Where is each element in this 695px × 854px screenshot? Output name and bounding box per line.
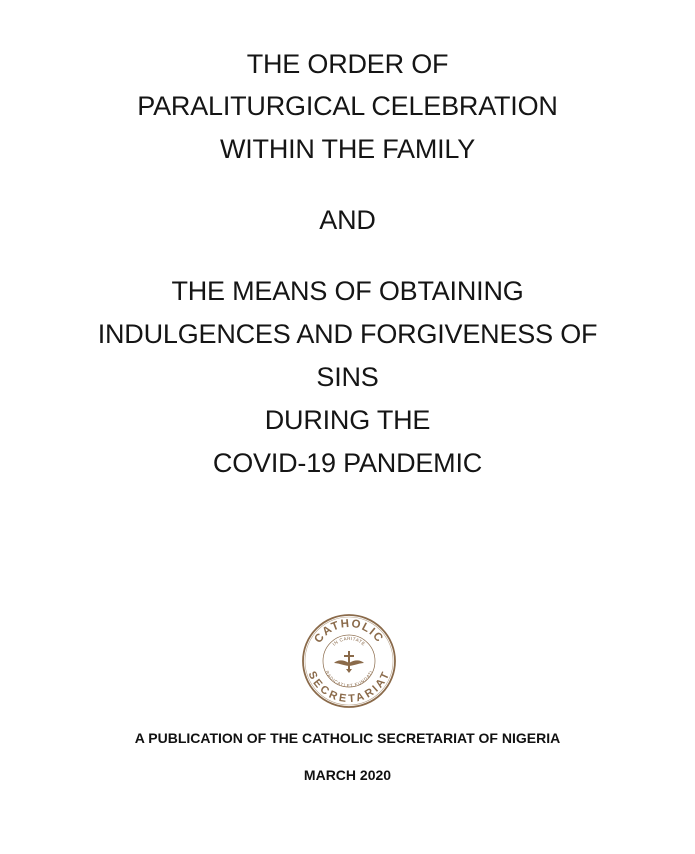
catholic-secretariat-seal xyxy=(301,613,397,709)
subtitle-line-5: COVID-19 PANDEMIC xyxy=(212,448,483,478)
title-line-1: THE ORDER OF xyxy=(246,49,449,79)
publisher-line: A PUBLICATION OF THE CATHOLIC SECRETARIAT OF NIGERIA xyxy=(134,730,561,746)
seal-inner-top-text: IN CARITATE xyxy=(331,635,367,647)
seal-inner-bottom-text: RADICATI ET FUNDATI xyxy=(324,669,374,689)
title-line-2: PARALITURGICAL CELEBRATION xyxy=(137,91,558,121)
seal-top-text: CATHOLIC xyxy=(312,617,386,646)
subtitle-line-4: DURING THE xyxy=(264,405,431,435)
seal-bottom-text: SECRETARIAT xyxy=(305,669,393,706)
subtitle-line-3: SINS xyxy=(316,362,379,392)
date-line: MARCH 2020 xyxy=(303,767,392,783)
subtitle-line-1: THE MEANS OF OBTAINING xyxy=(171,276,524,306)
conjunction-and: AND xyxy=(319,205,376,235)
subtitle-line-2: INDULGENCES AND FORGIVENESS OF xyxy=(97,319,598,349)
title-line-3: WITHIN THE FAMILY xyxy=(219,134,476,164)
